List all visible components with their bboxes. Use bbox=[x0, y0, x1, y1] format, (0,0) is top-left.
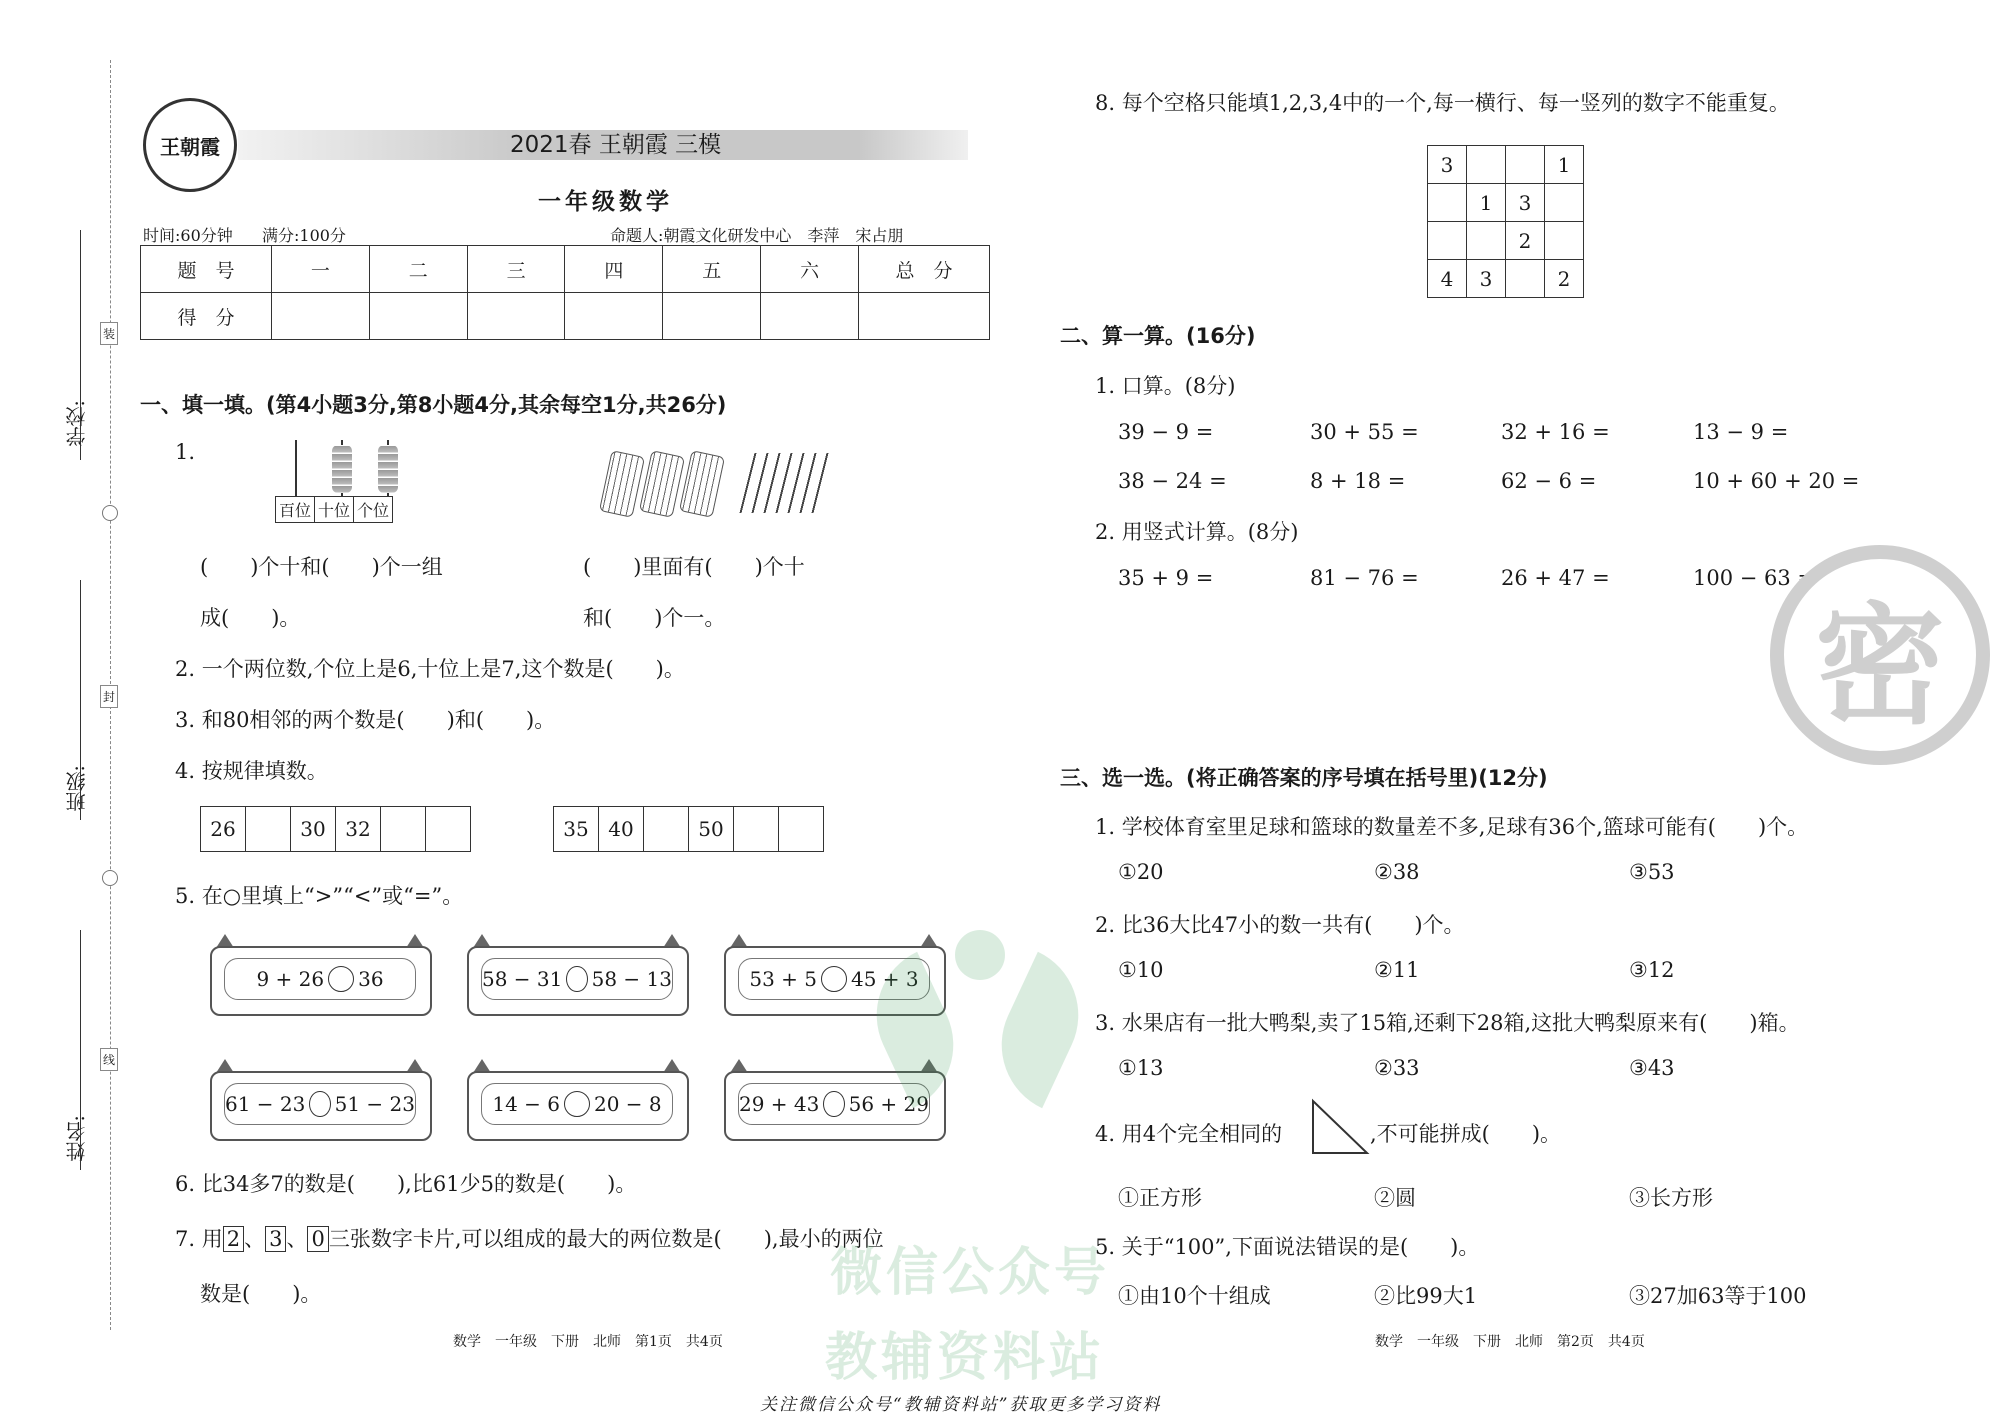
digit-card: 3 bbox=[265, 1226, 286, 1252]
q2-text: 2. 一个两位数,个位上是6,十位上是7,这个数是( )。 bbox=[175, 657, 685, 681]
vertical-calc-item: 35 + 9 = bbox=[1118, 566, 1214, 590]
compare-right: 36 bbox=[358, 967, 384, 991]
option[interactable]: ③长方形 bbox=[1629, 1186, 1713, 1210]
score-header-cell: 题 号 bbox=[141, 246, 272, 293]
compare-left: 9 + 26 bbox=[256, 967, 325, 991]
binding-hole bbox=[102, 870, 118, 886]
compare-left: 53 + 5 bbox=[749, 967, 817, 991]
confidential-stamp bbox=[1770, 545, 1990, 765]
sequence-cell[interactable] bbox=[426, 807, 470, 851]
compare-card bbox=[467, 946, 687, 1014]
stick-bundles-figure bbox=[600, 448, 830, 518]
watermark-dot bbox=[955, 930, 1005, 980]
compare-right: 20 − 8 bbox=[594, 1092, 662, 1116]
compare-card bbox=[210, 946, 430, 1014]
score-cell[interactable] bbox=[369, 293, 467, 340]
seal-mark: 线 bbox=[100, 1048, 118, 1071]
oral-item: 62 − 6 = bbox=[1501, 469, 1597, 493]
logo bbox=[143, 98, 237, 192]
s3-q2: 2. 比36大比47小的数一共有( )个。 bbox=[1095, 913, 1465, 937]
q3-text: 3. 和80相邻的两个数是( )和( )。 bbox=[175, 708, 556, 732]
s3-q4-prefix: 4. 用4个完全相同的 bbox=[1095, 1122, 1283, 1146]
abacus-base bbox=[275, 496, 393, 523]
option[interactable]: ②38 bbox=[1374, 860, 1420, 884]
school-label: 学校: bbox=[65, 400, 89, 447]
grid-cell[interactable] bbox=[1506, 260, 1545, 298]
sequence-cell: 40 bbox=[599, 807, 644, 851]
sequence-2 bbox=[553, 806, 824, 852]
binding-hole bbox=[102, 505, 118, 521]
watermark-logo bbox=[880, 930, 1080, 1160]
digit-card: 0 bbox=[307, 1226, 328, 1252]
score-header-cell: 五 bbox=[663, 246, 761, 293]
option[interactable]: ③43 bbox=[1629, 1056, 1675, 1080]
compare-right: 58 − 13 bbox=[591, 967, 672, 991]
oral-item: 30 + 55 = bbox=[1310, 420, 1419, 444]
option[interactable]: ①20 bbox=[1118, 860, 1164, 884]
section-3-title: 三、选一选。(将正确答案的序号填在括号里)(12分) bbox=[1060, 766, 1548, 790]
compare-left: 61 − 23 bbox=[225, 1092, 306, 1116]
compare-left: 29 + 43 bbox=[739, 1092, 820, 1116]
option[interactable]: ②33 bbox=[1374, 1056, 1420, 1080]
q7-prefix: 7. 用 bbox=[175, 1227, 223, 1251]
right-triangle-figure bbox=[1310, 1098, 1370, 1156]
compare-right: 51 − 23 bbox=[334, 1092, 415, 1116]
oral-title: 1. 口算。(8分) bbox=[1095, 374, 1236, 398]
option[interactable]: ①13 bbox=[1118, 1056, 1164, 1080]
q1-a-line2: 成( )。 bbox=[200, 606, 301, 630]
vertical-calc-title: 2. 用竖式计算。(8分) bbox=[1095, 520, 1299, 544]
section-1-title: 一、填一填。(第4小题3分,第8小题4分,其余每空1分,共26分) bbox=[140, 393, 727, 417]
oral-item: 13 − 9 = bbox=[1693, 420, 1789, 444]
watermark-text-1: 微信公众号 bbox=[830, 1243, 1111, 1303]
sequence-cell[interactable] bbox=[381, 807, 426, 851]
q1-number: 1. bbox=[175, 440, 196, 464]
compare-circle[interactable] bbox=[328, 966, 354, 992]
name-label: 姓名: bbox=[65, 1115, 89, 1162]
option[interactable]: ①正方形 bbox=[1118, 1186, 1202, 1210]
grid-cell[interactable] bbox=[1545, 184, 1584, 222]
score-table bbox=[140, 245, 990, 340]
stick-bundle bbox=[679, 450, 725, 518]
grid-cell[interactable] bbox=[1467, 146, 1506, 184]
abacus-rod bbox=[295, 440, 297, 496]
compare-right: 45 + 3 bbox=[851, 967, 919, 991]
q5-text: 5. 在○里填上“>”“<”或“=”。 bbox=[175, 884, 464, 908]
bottom-note: 关注微信公众号“教辅资料站”获取更多学习资料 bbox=[760, 1395, 1162, 1415]
grid-cell: 1 bbox=[1467, 184, 1506, 222]
sequence-cell: 32 bbox=[336, 807, 381, 851]
s3-q4-suffix: ,不可能拼成( )。 bbox=[1370, 1122, 1562, 1146]
compare-card bbox=[210, 1071, 430, 1139]
score-row-label: 得 分 bbox=[141, 293, 272, 340]
compare-circle[interactable] bbox=[309, 1091, 330, 1117]
oral-item: 8 + 18 = bbox=[1310, 469, 1406, 493]
class-label: 班级: bbox=[65, 765, 89, 812]
score-header-cell: 三 bbox=[467, 246, 565, 293]
option[interactable]: ②11 bbox=[1374, 958, 1420, 982]
single-sticks bbox=[733, 453, 836, 513]
oral-item: 38 − 24 = bbox=[1118, 469, 1227, 493]
abacus-beads bbox=[378, 445, 398, 493]
sequence-cell: 35 bbox=[554, 807, 599, 851]
score-header-cell: 总 分 bbox=[859, 246, 990, 293]
page-1-footer: 数学 一年级 下册 北师 第1页 共4页 bbox=[453, 1334, 723, 1350]
oral-item: 39 − 9 = bbox=[1118, 420, 1214, 444]
score-cell[interactable] bbox=[467, 293, 565, 340]
watermark-leaf bbox=[979, 952, 1102, 1108]
sequence-cell: 30 bbox=[291, 807, 336, 851]
abacus-label-tens: 十位 bbox=[315, 497, 354, 522]
page-2-footer: 数学 一年级 下册 北师 第2页 共4页 bbox=[1375, 1334, 1645, 1350]
stick-bundle bbox=[639, 450, 685, 518]
grid-cell[interactable] bbox=[1428, 184, 1467, 222]
vertical-calc-item: 100 − 63 = bbox=[1693, 566, 1816, 590]
score-header-cell: 四 bbox=[565, 246, 663, 293]
grid-cell: 1 bbox=[1545, 146, 1584, 184]
logo-text: 王朝霞 bbox=[160, 134, 220, 159]
seal-mark: 封 bbox=[100, 685, 118, 708]
q4-text: 4. 按规律填数。 bbox=[175, 759, 328, 783]
vertical-calc-item: 81 − 76 = bbox=[1310, 566, 1419, 590]
option[interactable]: ①10 bbox=[1118, 958, 1164, 982]
q1-a-line1: ( )个十和( )个一组 bbox=[200, 555, 443, 579]
school-line bbox=[80, 230, 81, 460]
q6-text: 6. 比34多7的数是( ),比61少5的数是( )。 bbox=[175, 1172, 637, 1196]
subject-title: 一年级数学 bbox=[538, 189, 673, 215]
oral-item: 10 + 60 + 20 = bbox=[1693, 469, 1860, 493]
compare-circle[interactable] bbox=[564, 1091, 590, 1117]
stamp-text: 密 bbox=[1814, 589, 1945, 742]
q7-line2: 数是( )。 bbox=[200, 1282, 322, 1306]
s3-q5: 5. 关于“100”,下面说法错误的是( )。 bbox=[1095, 1235, 1480, 1259]
compare-circle[interactable] bbox=[823, 1091, 844, 1117]
abacus-beads bbox=[332, 445, 352, 493]
compare-right: 56 + 29 bbox=[848, 1092, 929, 1116]
grid-cell[interactable] bbox=[1545, 222, 1584, 260]
sequence-1 bbox=[200, 806, 471, 852]
compare-left: 58 − 31 bbox=[482, 967, 563, 991]
grid-cell: 4 bbox=[1428, 260, 1467, 298]
score-cell[interactable] bbox=[761, 293, 859, 340]
s3-q3: 3. 水果店有一批大鸭梨,卖了15箱,还剩下28箱,这批大鸭梨原来有( )箱。 bbox=[1095, 1011, 1800, 1035]
q7-suffix: 三张数字卡片,可以组成的最大的两位数是( ),最小的两位 bbox=[328, 1227, 884, 1251]
compare-left: 14 − 6 bbox=[492, 1092, 560, 1116]
seal-mark: 装 bbox=[100, 322, 118, 345]
option[interactable]: ③12 bbox=[1629, 958, 1675, 982]
option[interactable]: ②比99大1 bbox=[1374, 1284, 1478, 1308]
digit-card: 2 bbox=[223, 1226, 244, 1252]
grid-cell[interactable] bbox=[1467, 222, 1506, 260]
q8-text: 8. 每个空格只能填1,2,3,4中的一个,每一横行、每一竖列的数字不能重复。 bbox=[1095, 91, 1790, 115]
sequence-cell: 26 bbox=[201, 807, 246, 851]
q7-text: 7. 用 2 、 3 、 0 三张数字卡片,可以组成的最大的两位数是( ),最小的两位 bbox=[175, 1227, 884, 1251]
vertical-calc-item: 26 + 47 = bbox=[1501, 566, 1610, 590]
option[interactable]: ③27加63等于100 bbox=[1629, 1284, 1807, 1308]
option[interactable]: ③53 bbox=[1629, 860, 1675, 884]
watermark-text-2: 教辅资料站 bbox=[825, 1328, 1106, 1388]
q1-b-line1: ( )里面有( )个十 bbox=[583, 555, 805, 579]
full-score-label: 满分:100分 bbox=[262, 226, 346, 245]
compare-expression bbox=[481, 1083, 673, 1125]
compare-expression bbox=[481, 958, 673, 1000]
time-label: 时间:60分钟 bbox=[143, 226, 233, 245]
grid-cell: 3 bbox=[1467, 260, 1506, 298]
s3-q1: 1. 学校体育室里足球和篮球的数量差不多,足球有36个,篮球可能有( )个。 bbox=[1095, 815, 1809, 839]
banner-title: 2021春 王朝霞 三模 bbox=[510, 132, 722, 158]
option[interactable]: ②圆 bbox=[1374, 1186, 1416, 1210]
abacus-label-hundreds: 百位 bbox=[276, 497, 315, 522]
score-cell[interactable] bbox=[663, 293, 761, 340]
q1-b-line2: 和( )个一。 bbox=[583, 606, 726, 630]
compare-circle[interactable] bbox=[566, 966, 587, 992]
compare-circle[interactable] bbox=[821, 966, 847, 992]
name-line bbox=[80, 930, 81, 1170]
sequence-cell[interactable] bbox=[644, 807, 689, 851]
grid-cell: 3 bbox=[1506, 184, 1545, 222]
grid-cell: 3 bbox=[1428, 146, 1467, 184]
sequence-cell[interactable] bbox=[779, 807, 823, 851]
class-line bbox=[80, 580, 81, 820]
grid-cell[interactable] bbox=[1428, 222, 1467, 260]
option[interactable]: ①由10个十组成 bbox=[1118, 1284, 1271, 1308]
sequence-cell[interactable] bbox=[246, 807, 291, 851]
score-cell[interactable] bbox=[565, 293, 663, 340]
grid-cell: 2 bbox=[1545, 260, 1584, 298]
score-cell[interactable] bbox=[859, 293, 990, 340]
author-label: 命题人:朝霞文化研发中心 李萍 宋占朋 bbox=[610, 226, 904, 245]
sequence-cell[interactable] bbox=[734, 807, 779, 851]
grid-cell: 2 bbox=[1506, 222, 1545, 260]
compare-expression bbox=[224, 958, 416, 1000]
score-header-cell: 二 bbox=[369, 246, 467, 293]
abacus-figure bbox=[275, 440, 409, 524]
compare-card bbox=[467, 1071, 687, 1139]
section-2-title: 二、算一算。(16分) bbox=[1060, 324, 1256, 348]
sudoku-grid bbox=[1427, 145, 1584, 298]
abacus-label-ones: 个位 bbox=[357, 501, 390, 520]
sequence-cell: 50 bbox=[689, 807, 734, 851]
grid-cell[interactable] bbox=[1506, 146, 1545, 184]
oral-item: 32 + 16 = bbox=[1501, 420, 1610, 444]
score-header-cell: 六 bbox=[761, 246, 859, 293]
compare-expression bbox=[224, 1083, 416, 1125]
stick-bundle bbox=[599, 450, 645, 518]
score-cell[interactable] bbox=[272, 293, 370, 340]
score-header-cell: 一 bbox=[272, 246, 370, 293]
